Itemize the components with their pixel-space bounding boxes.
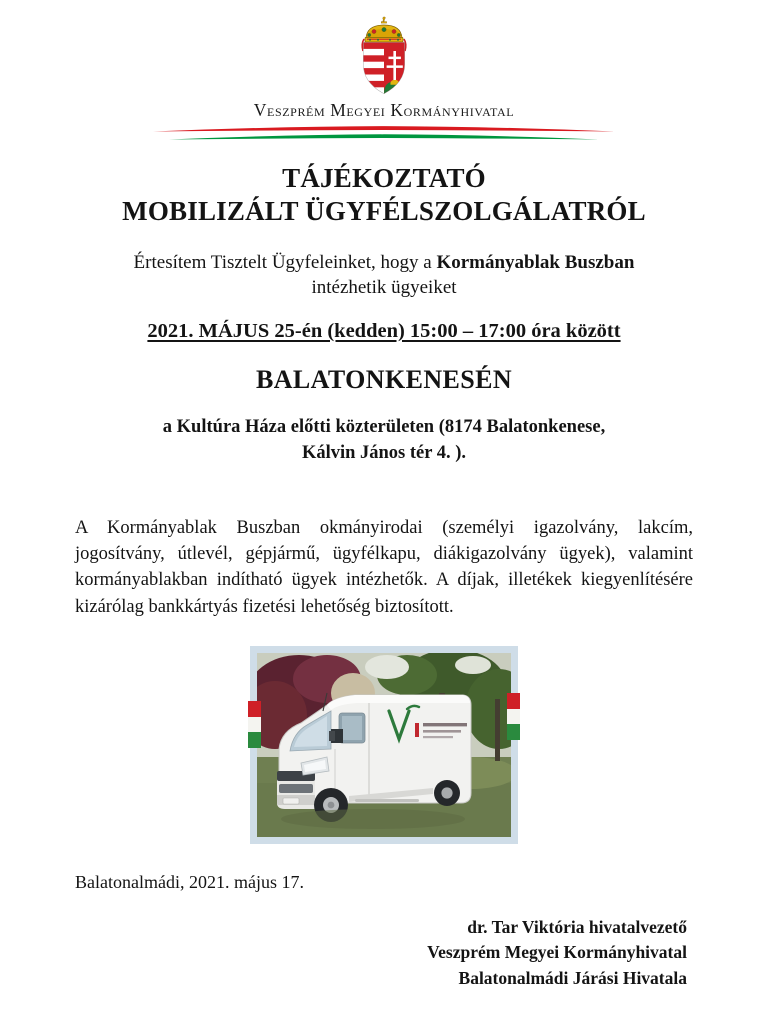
- intro-text-before: Értesítem Tisztelt Ügyfeleinket, hogy a: [133, 251, 437, 273]
- hungarian-coat-of-arms-icon: [352, 14, 416, 96]
- intro-paragraph: [75, 250, 693, 300]
- hungarian-tricolor-divider-icon: [151, 124, 617, 142]
- address-line-1: a Kultúra Háza előtti közterületen (8174 Balatonkenese,: [162, 417, 606, 438]
- signature-organization: Veszprém Megyei Kormányhivatal: [427, 942, 687, 963]
- bus-photo: [257, 653, 511, 837]
- flag-marker-right-icon: [507, 693, 520, 740]
- body-paragraph: A Kormányablak Buszban okmányirodai (személyi igazolvány, lakcím, jogosítvány, útlevél, gépjármű, ügyfélkapu, diákigazolvány ügyek), valamint kormányablakban indítható ügyek intézhetők. A díjak, illetékek kiegyenlítésére kizárólag bankkártyás fizetési lehetőség biztosított.: [75, 517, 693, 617]
- crest-container: [75, 14, 693, 96]
- intro-highlight: Kormányablak Buszban: [436, 251, 635, 273]
- letterhead: [75, 0, 693, 142]
- office-name: Veszprém Megyei Kormányhivatal: [253, 100, 515, 120]
- address-line-2: Kálvin János tér 4. ).: [301, 442, 467, 463]
- title-line-2: MOBILIZÁLT ÜGYFÉLSZOLGÁLATRÓL: [122, 195, 646, 226]
- flag-marker-left-icon: [248, 701, 261, 748]
- place-and-date: Balatonalmádi, 2021. május 17.: [75, 871, 304, 892]
- event-datetime: 2021. MÁJUS 25-én (kedden) 15:00 – 17:00 óra között: [147, 320, 621, 343]
- signature-block: [75, 915, 693, 991]
- document-title: [75, 162, 693, 228]
- intro-text-after: intézhetik ügyeiket: [311, 276, 457, 298]
- event-place: BALATONKENESÉN: [255, 365, 513, 395]
- bus-photo-illustration: [257, 653, 511, 837]
- signature-office: Balatonalmádi Járási Hivatala: [458, 967, 687, 988]
- tricolor-divider-container: [75, 124, 693, 142]
- signature-name: dr. Tar Viktória hivatalvezető: [467, 916, 687, 937]
- event-address: [75, 415, 693, 467]
- photo-section: [75, 646, 693, 844]
- title-line-1: TÁJÉKOZTATÓ: [282, 163, 486, 193]
- bus-photo-frame: [250, 646, 518, 844]
